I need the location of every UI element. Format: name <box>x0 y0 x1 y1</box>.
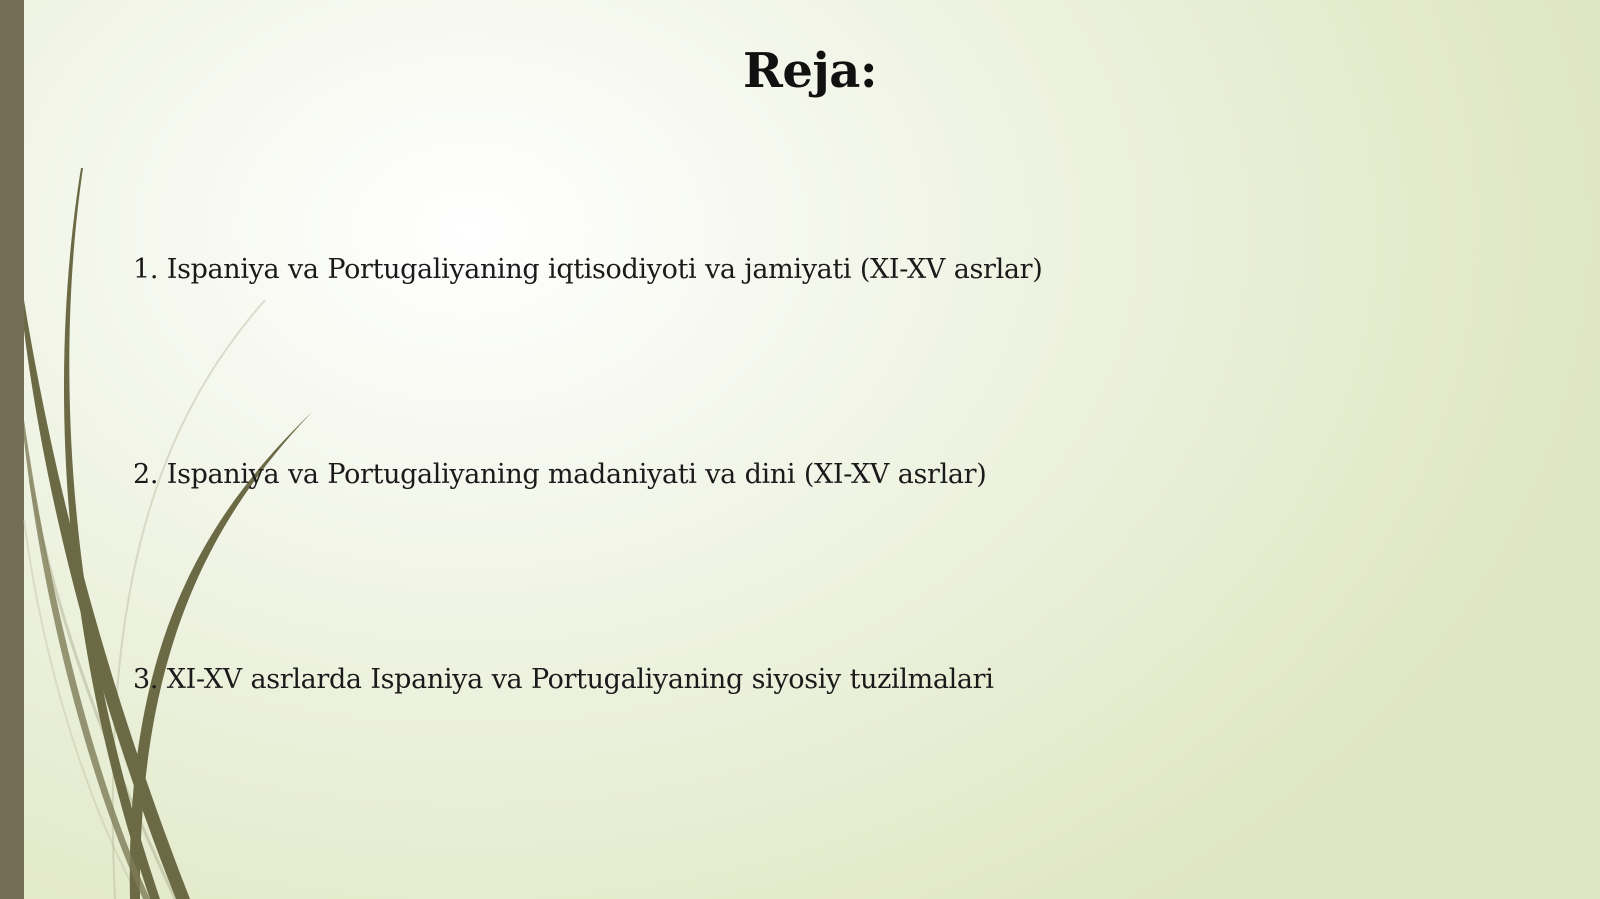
plan-item: 3. XI-XV asrlarda Ispaniya va Portugaliyaning siyosiy tuzilmalari <box>133 664 994 695</box>
grass-stem <box>24 300 190 899</box>
slide-title: Reja: <box>742 43 878 99</box>
plan-item: 2. Ispaniya va Portugaliyaning madaniyati va dini (XI-XV asrlar) <box>133 459 987 490</box>
plan-item: 1. Ispaniya va Portugaliyaning iqtisodiyoti va jamiyati (XI-XV asrlar) <box>133 254 1043 285</box>
grass-stems-decoration <box>0 0 360 899</box>
